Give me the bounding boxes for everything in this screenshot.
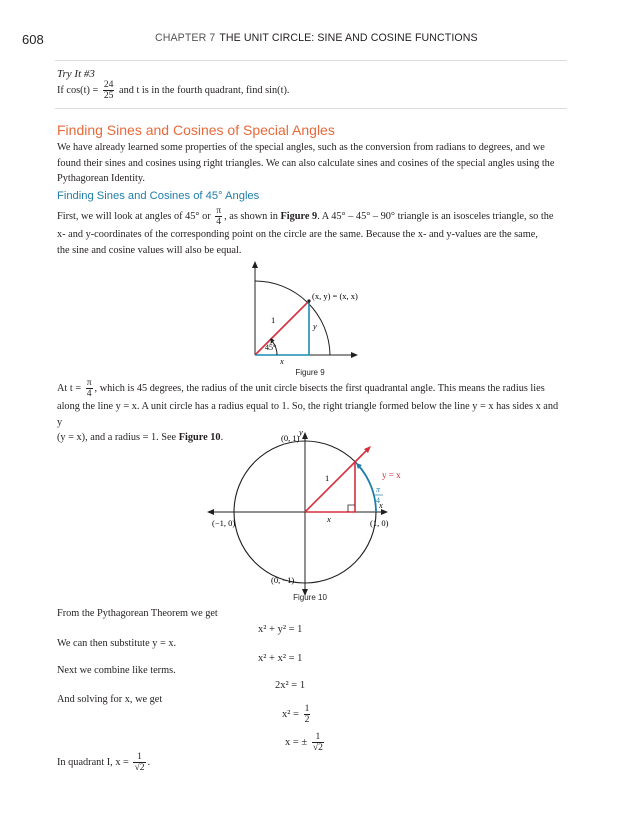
figure-10-caption: Figure 10	[293, 593, 327, 602]
fig9-point-label: (x, y) = (x, x)	[312, 291, 358, 301]
s5-fraction	[133, 752, 145, 773]
derivation-step-3: Next we combine like terms.	[57, 665, 176, 676]
subsection-title: Finding Sines and Cosines of 45° Angles	[57, 190, 260, 202]
fig9-y-arrow	[252, 261, 258, 268]
s5-end: .	[147, 756, 151, 768]
eq4-fraction	[304, 704, 311, 725]
try-it-fraction	[103, 80, 115, 101]
fig10-x-label: x	[327, 514, 331, 524]
equation-2: x² + x² = 1	[258, 653, 303, 664]
try-it-suffix: and t is in the fourth quadrant, find sin(t).	[119, 84, 290, 96]
equation-1: x² + y² = 1	[258, 624, 303, 635]
subsection-line-1	[57, 206, 563, 227]
p2-part-b: , which is 45 degrees, the radius of the unit circle bisects the first quadrantal angle. This means the radius lies	[94, 382, 545, 394]
page-number: 608	[22, 32, 44, 47]
p1-frac-num: π	[216, 205, 222, 216]
fig10-angle-arc	[358, 465, 376, 512]
p1-part-c: . A 45° – 45° – 90° triangle is an isosceles triangle, so the	[317, 210, 554, 222]
fig9-angle-label: 45°	[265, 343, 277, 352]
fig10-line-y-equals-x	[305, 450, 367, 512]
p2-line-1	[57, 378, 563, 399]
figure-9-caption: Figure 9	[295, 368, 325, 377]
figure-9-ref: Figure 9	[280, 210, 318, 222]
fig10-y-arrow-up	[302, 432, 308, 439]
s5-text: In quadrant I, x =	[57, 756, 129, 768]
fig10-pi-label: π	[376, 485, 381, 494]
eq5-fraction	[312, 732, 324, 753]
try-it-frac-den: 25	[103, 90, 114, 102]
fig10-four-label: 4	[376, 496, 380, 505]
subsection-line-3: the sine and cosine values will also be equal.	[57, 244, 242, 256]
derivation-step-2: We can then substitute y = x.	[57, 638, 177, 649]
fig10-bottom-label: (0, −1)	[271, 575, 295, 585]
fig10-hyp-label: 1	[325, 473, 330, 483]
eq4-lhs: x² =	[282, 708, 299, 720]
try-it-prefix: If cos(t) =	[57, 84, 99, 96]
derivation-step-5	[57, 752, 563, 773]
p2-frac-num: π	[86, 377, 92, 388]
p2-line3-b: .	[220, 432, 224, 444]
fig9-x-arrow	[351, 352, 358, 358]
chapter-title: THE UNIT CIRCLE: SINE AND COSINE FUNCTIONS	[219, 32, 478, 44]
fig10-y-axis-label: y	[299, 428, 303, 437]
p2-part-a: At t =	[57, 382, 82, 394]
fig10-x-arrow-left	[207, 509, 214, 515]
try-it-text	[57, 80, 563, 101]
try-it-top-rule	[55, 60, 567, 61]
fig9-x-label: x	[280, 356, 284, 366]
chapter-label: CHAPTER 7	[155, 32, 216, 44]
eq5-lhs: x = ±	[285, 736, 308, 748]
p1-part-a: First, we will look at angles of 45° or	[57, 210, 211, 222]
eq5-num: 1	[315, 731, 321, 742]
p1-part-b: , as shown in	[224, 210, 278, 222]
p1-fraction	[215, 206, 222, 227]
eq4-den: 2	[304, 714, 310, 726]
equation-5	[285, 732, 326, 753]
figure-10-diagram	[195, 428, 425, 598]
figure-10-ref: Figure 10	[178, 432, 221, 444]
try-it-bottom-rule	[55, 108, 567, 109]
fig9-y-label: y	[313, 321, 317, 331]
equation-4	[282, 704, 312, 725]
eq4-num: 1	[304, 703, 310, 714]
try-it-title: Try It #3	[57, 68, 95, 80]
subsection-line-2: x- and y-coordinates of the corresponding point on the circle are the same. Because the x- and y-values are the same,	[57, 229, 538, 241]
fig10-line-label: y = x	[382, 470, 401, 480]
p1-frac-den: 4	[216, 216, 222, 228]
fig10-top-label: (0, 1)	[281, 433, 300, 443]
derivation-step-1: From the Pythagorean Theorem we get	[57, 608, 218, 619]
p2-line-2: along the line y = x. A unit circle has a radius equal to 1. So, the right triangle formed below the line y = x has sides x and y	[57, 401, 559, 428]
p2-line3-a: (y = x), and a radius = 1. See	[57, 432, 177, 444]
chapter-header	[155, 31, 478, 47]
fig9-hypotenuse	[255, 301, 309, 355]
section-title: Finding Sines and Cosines of Special Angles	[57, 122, 335, 138]
s5-den: √2	[134, 762, 145, 774]
figure-9-diagram	[240, 258, 370, 368]
fig10-x-axis-label: x	[379, 500, 383, 510]
fig9-point	[307, 299, 310, 302]
try-it-frac-num: 24	[103, 79, 114, 90]
fig10-left-label: (−1, 0)	[212, 518, 236, 528]
eq5-den: √2	[312, 742, 323, 754]
section-intro: We have already learned some properties of the special angles, such as the conversion from radians to degrees, and we found their sines and cosines using right triangles. We can also calculate sines and cosines of the special angles using the Pythagorean Identity.	[57, 142, 555, 185]
subsection-paragraph	[57, 206, 563, 258]
fig9-hyp-label: 1	[271, 315, 276, 325]
p2-frac-den: 4	[86, 388, 92, 400]
p2-fraction	[86, 378, 93, 399]
derivation-step-4: And solving for x, we get	[57, 694, 163, 705]
fig10-right-label: (1, 0)	[370, 518, 389, 528]
fig10-right-angle-mark	[348, 505, 355, 512]
equation-3: 2x² = 1	[275, 680, 306, 691]
s5-num: 1	[137, 751, 142, 762]
